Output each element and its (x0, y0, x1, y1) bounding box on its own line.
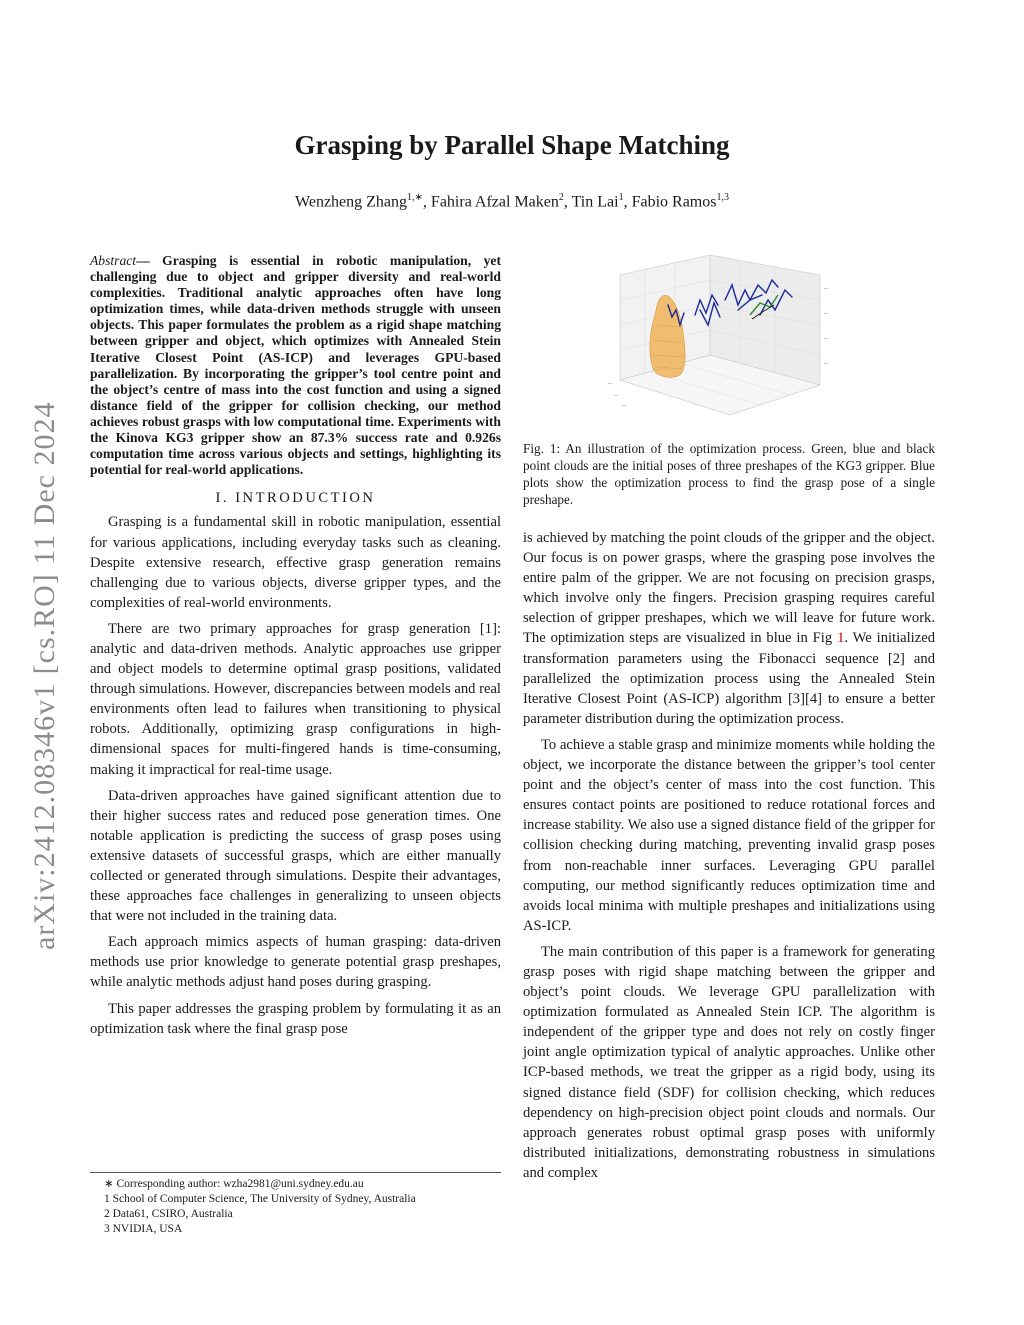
svg-text:—: — (824, 336, 828, 341)
author-name: Fabio Ramos (631, 193, 717, 211)
abstract-text: — Grasping is essential in robotic manipulation, yet challenging due to object and gripper diversity and real-world complexities. Traditional analytic approaches often have long optimization times, while data-driven methods struggle with unseen objects. This paper formulates the problem as a rigid shape matching between gripper and object, which optimizes with Annealed Stein Iterative Closest Point (AS-ICP) and leverages GPU-based parallelization. By incorporating the gripper’s tool centre point and the object’s centre of mass into the cost function and using a signed distance field of the gripper for collision checking, our method achieves robust grasps with low computational time. Experiments with the Kinova KG3 gripper show an 87.3% success rate and 0.926s computation time across various objects and settings, highlighting its potential for real-world applications. (90, 253, 501, 478)
paragraph-text: is achieved by matching the point clouds of the gripper and the object. Our focus is on power grasps, where the grasping pose involves the entire palm of the gripper. We are not focusing on precision grasps, which involve only the fingers. Precision grasping requires careful selection of gripper preshapes, which we will leave for future work. The optimization steps are visualized in blue in Fig (523, 530, 935, 647)
right-column (523, 528, 935, 1189)
arxiv-identifier-banner (28, 350, 68, 950)
figure-reference-link[interactable]: 1 (837, 630, 845, 647)
paragraph: There are two primary approaches for grasp generation [1]: analytic and data-driven methods. Analytic approaches use gripper and object models to determine optimal grasp positions, validated through simulations. However, discrepancies between models and real environments often lead to failures when transitioning to physical robots. Additionally, optimizing grasp configurations in high-dimensional spaces for multi-fingered hands is time-consuming, making it impractical for real-time usage. (90, 620, 501, 778)
paragraph-text: . We initialized transformation parameters using the Fibonacci sequence [2] and parallelized the optimization process using the Annealed Stein Iterative Closest Point (AS-ICP) algorithm [3][4] to ensure a better parameter distribution during the optimization process. (523, 630, 935, 727)
section-heading: I. INTRODUCTION (215, 490, 376, 507)
author-affiliation: 1,3 (716, 192, 729, 203)
author-name: Fahira Afzal Maken (430, 193, 559, 211)
paragraph: Data-driven approaches have gained significant attention due to their higher success rates and reduced pose generation times. One notable application is predicting the success of grasp poses using extensive datasets of successful grasps, which are either manually collected or generated through simulations. Despite their advantages, these approaches face challenges in generalizing to unseen objects that were not included in the training data. (90, 787, 501, 925)
author-name: Wenzheng Zhang (295, 193, 408, 211)
paragraph: Each approach mimics aspects of human grasping: data-driven methods use prior knowledge to generate potential grasp preshapes, while analytic methods adjust hand poses during grasping. (90, 934, 501, 991)
svg-text:—: — (824, 286, 828, 291)
svg-text:—: — (824, 311, 828, 316)
paragraph: This paper addresses the grasping problem by formulating it as an optimization task where the final grasp pose (90, 1000, 501, 1037)
abstract-label: Abstract (90, 253, 137, 268)
svg-text:—: — (608, 381, 612, 386)
svg-text:—: — (824, 361, 828, 366)
footnote: ∗ Corresponding author: wzha2981@uni.sydney.edu.au (104, 1178, 364, 1190)
svg-text:—: — (622, 403, 626, 408)
footnote: 1 School of Computer Science, The University of Sydney, Australia (104, 1193, 416, 1205)
author-name: Tin Lai (571, 193, 619, 211)
svg-text:—: — (614, 393, 618, 398)
figure-optimization-3d-plot (600, 255, 850, 425)
arxiv-identifier-text: arXiv:2412.08346v1 [cs.RO] 11 Dec 2024 (28, 401, 61, 950)
paragraph: To achieve a stable grasp and minimize moments while holding the object, we incorporate the distance between the gripper’s tool center point and the object’s center of mass into the cost function. This ensures contact points are positioned to reduce rotational forces and increase stability. We also use a signed distance field of the gripper for collision checking during matching, preventing invalid grasp poses from non-reachable inner surfaces. Leveraging GPU parallel computing, our method significantly reduces optimization time and avoids local minima with multiple preshapes and initializations using AS-ICP. (523, 736, 935, 934)
author-affiliation: 2 (558, 192, 564, 203)
author-list: Wenzheng Zhang$^{1,∗}$, Fahira Afzal Maken$^2$, Tin Lai$^1$, Fabio Ramos$^{1,3}$ (295, 192, 729, 211)
footnotes (90, 1172, 501, 1237)
footnote: 2 Data61, CSIRO, Australia (104, 1208, 233, 1220)
author-affiliation: 1 (618, 192, 624, 203)
author-affiliation: 1,∗ (407, 192, 423, 203)
paper-title: Grasping by Parallel Shape Matching (294, 130, 730, 160)
left-column (90, 253, 501, 1045)
paragraph: The main contribution of this paper is a framework for generating grasp poses with rigid shape matching between the gripper and object’s point clouds. We leverage GPU parallelization with optimization formulated as Annealed Stein ICP. The algorithm is independent of the gripper type and does not rely on costly finger joint angle optimization typical of analytic approaches. Unlike other ICP-based methods, we treat the gripper as a rigid body, using its signed distance field (SDF) for collision checking, which reduces dependency on high-precision object point clouds and normals. Our approach generates robust optimal grasp poses with uniformly distributed initializations, demonstrating robustness in simulations and complex (523, 943, 935, 1181)
footnote: 3 NVIDIA, USA (104, 1223, 183, 1235)
abstract (90, 253, 501, 478)
figure-caption: Fig. 1: An illustration of the optimization process. Green, blue and black point clouds are the initial poses of three preshapes of the KG3 gripper. Blue plots show the optimization process to find the grasp pose of a single preshape. (523, 441, 935, 507)
paragraph: Grasping is a fundamental skill in robotic manipulation, essential for various applications, including everyday tasks such as cleaning. Despite extensive research, effective grasp generation remains challenging due to various objects, diverse gripper types, and the complexities of real-world environments. (90, 514, 501, 611)
paragraph (523, 528, 935, 729)
3d-plot-graphic (600, 255, 850, 425)
